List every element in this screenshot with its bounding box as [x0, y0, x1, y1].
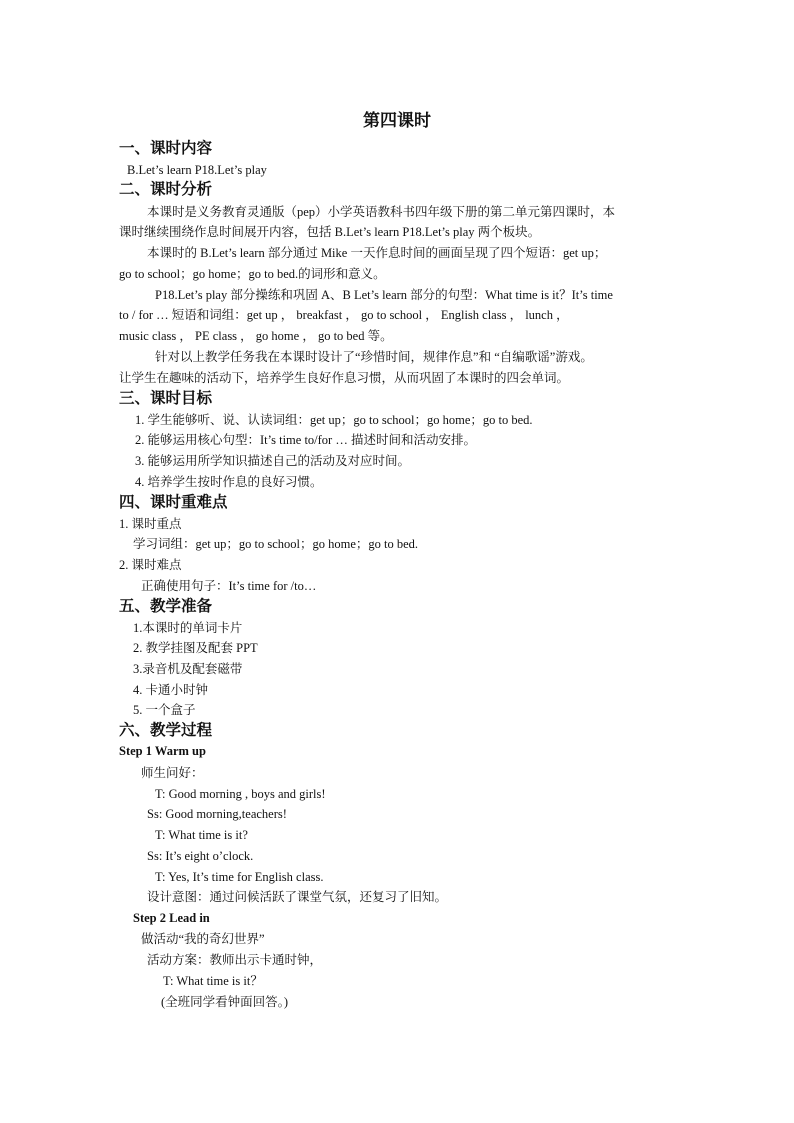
dialogue-line: T: What time is it?: [155, 828, 248, 842]
section-heading-goals: 三、课时目标: [119, 388, 213, 407]
goal-item: 2. 能够运用核心句型：It’s time to/for … 描述时间和活动安排。: [135, 433, 476, 447]
goal-item: 3. 能够运用所学知识描述自己的活动及对应时间。: [135, 454, 411, 468]
section-heading-content: 一、课时内容: [119, 138, 213, 157]
dialogue-line: T: Good morning , boys and girls!: [155, 787, 326, 801]
analysis-line: to / for … 短语和词组：get up ， breakfast ， go to school ， English class ， lunch ，: [119, 308, 569, 322]
process-line: (全班同学看钟面回答。): [161, 995, 289, 1009]
goal-item: 1. 学生能够听、说、认读词组：get up；go to school；go home；go to bed.: [135, 413, 533, 427]
analysis-line: 针对以上教学任务我在本课时设计了“珍惜时间，规律作息”和 “自编歌谣”游戏。: [155, 350, 593, 364]
section-heading-analysis: 二、课时分析: [119, 179, 213, 198]
step-heading: Step 1 Warm up: [119, 744, 206, 758]
prep-item: 1.本课时的单词卡片: [133, 621, 243, 635]
section-heading-keypoints: 四、课时重难点: [119, 492, 228, 511]
process-line: 师生问好：: [141, 766, 204, 780]
dialogue-line: T: What time is it？: [163, 974, 263, 988]
analysis-line: 本课时是义务教育灵通版（pep）小学英语教科书四年级下册的第二单元第四课时，本: [147, 205, 616, 219]
dialogue-line: Ss: It’s eight o’clock.: [147, 849, 254, 863]
keypoint-label: 2. 课时难点: [119, 558, 182, 572]
content-line: B.Let’s learn P18.Let’s play: [127, 163, 267, 177]
analysis-line: 本课时的 B.Let’s learn 部分通过 Mike 一天作息时间的画面呈现了四个短语：get up；: [147, 246, 607, 260]
analysis-line: music class ， PE class ， go home ， go to bed 等。: [119, 329, 393, 343]
section-heading-prep: 五、教学准备: [119, 596, 213, 615]
prep-item: 4. 卡通小时钟: [133, 683, 209, 697]
process-line: 活动方案：教师出示卡通时钟，: [147, 953, 323, 967]
analysis-line: 让学生在趣味的活动下，培养学生良好作息习惯，从而巩固了本课时的四会单词。: [119, 371, 570, 385]
analysis-line: 课时继续围绕作息时间展开内容，包括 B.Let’s learn P18.Let’s play 两个板块。: [119, 225, 541, 239]
keypoint-text: 正确使用句子：It’s time for /to…: [141, 579, 317, 593]
process-line: 做活动“我的奇幻世界”: [141, 932, 265, 946]
dialogue-line: Ss: Good morning,teachers!: [147, 807, 287, 821]
step-heading: Step 2 Lead in: [133, 911, 210, 925]
keypoint-label: 1. 课时重点: [119, 517, 182, 531]
prep-item: 3.录音机及配套磁带: [133, 662, 243, 676]
prep-item: 5. 一个盒子: [133, 703, 196, 717]
page-title: 第四课时: [363, 111, 431, 131]
section-heading-process: 六、教学过程: [119, 720, 213, 739]
design-intent: 设计意图：通过问候活跃了课堂气氛，还复习了旧知。: [147, 890, 448, 904]
analysis-line: P18.Let’s play 部分操练和巩固 A、B Let’s learn 部分的句型：What time is it？It’s time: [155, 288, 613, 302]
keypoint-text: 学习词组：get up；go to school；go home；go to bed.: [133, 537, 419, 551]
prep-item: 2. 教学挂图及配套 PPT: [133, 641, 258, 655]
goal-item: 4. 培养学生按时作息的良好习惯。: [135, 475, 323, 489]
analysis-line: go to school；go home；go to bed.的词形和意义。: [119, 267, 386, 281]
dialogue-line: T: Yes, It’s time for English class.: [155, 870, 324, 884]
